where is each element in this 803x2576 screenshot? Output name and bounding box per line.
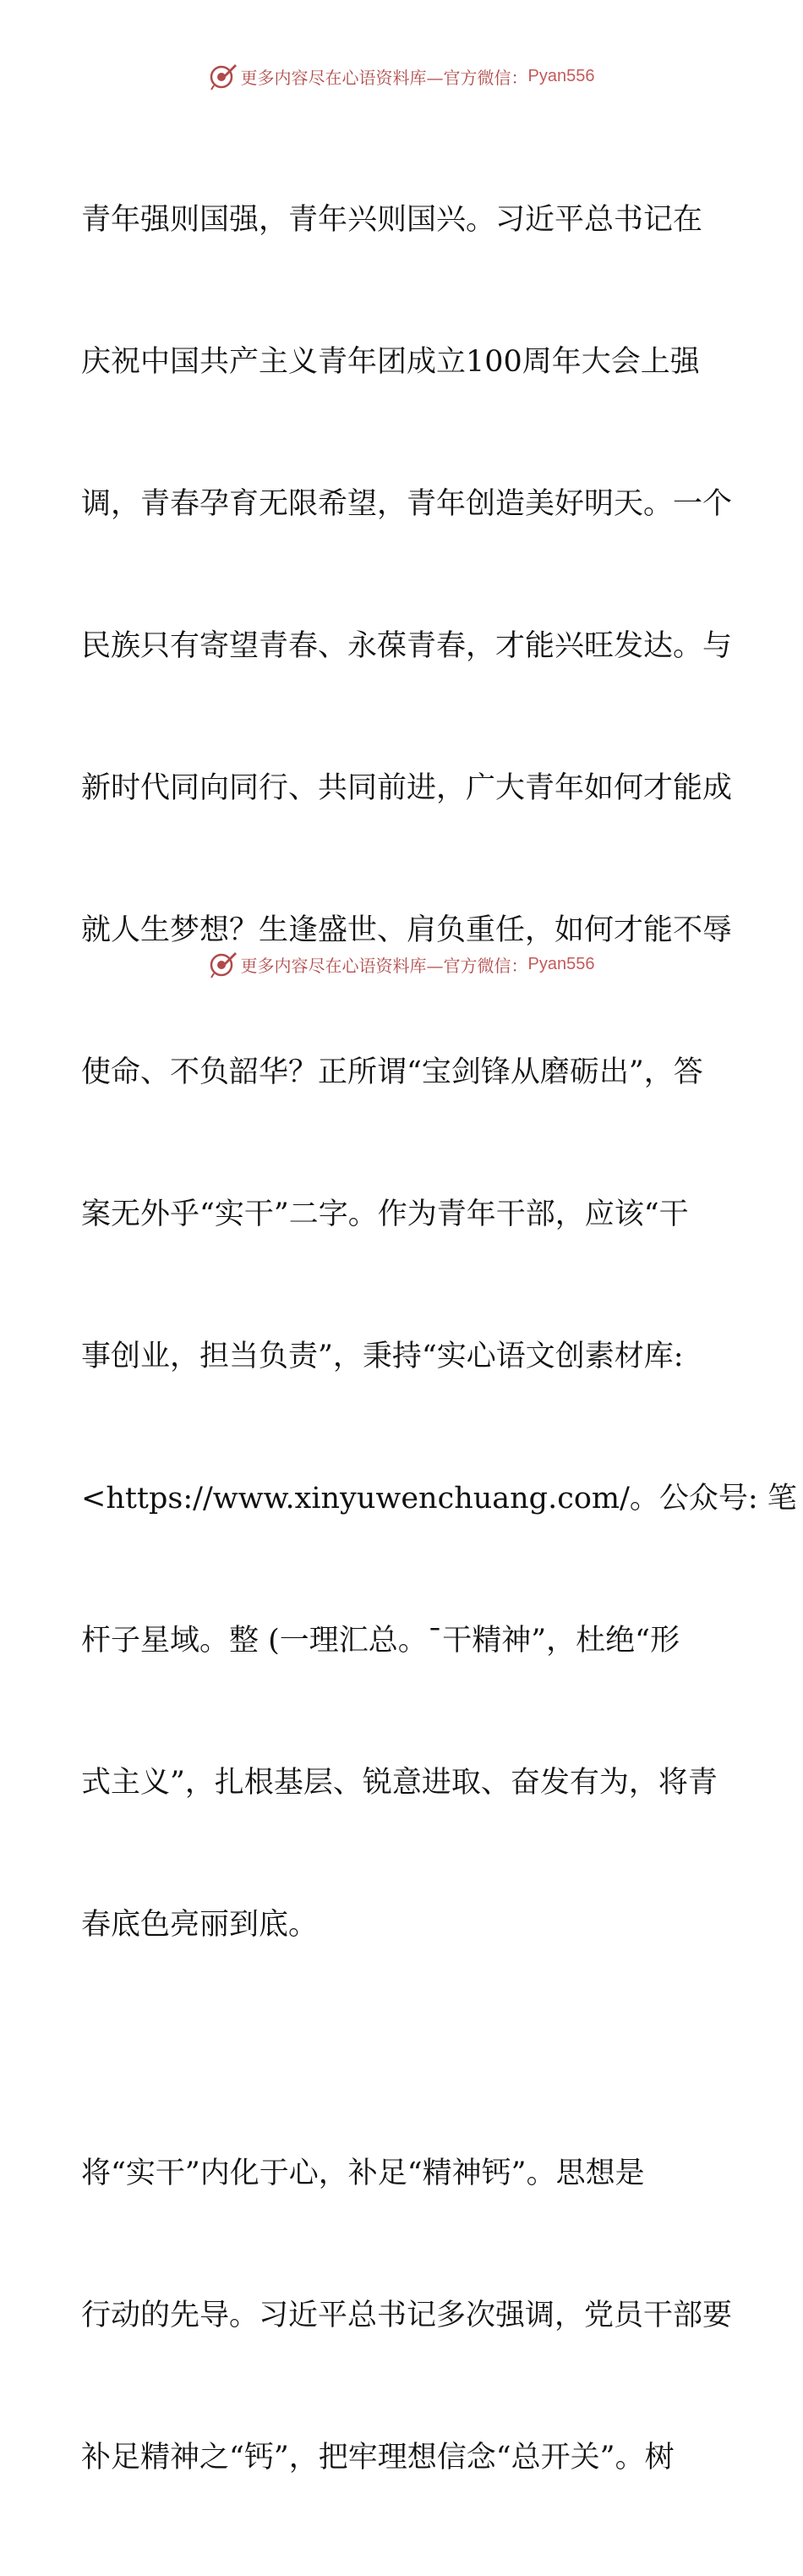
text-line: 春底色亮丽到底。 bbox=[81, 1908, 319, 1942]
pen-logo-icon bbox=[209, 62, 238, 90]
text-line: 案无外乎“实干”二字。作为青年干部，应该“干 bbox=[81, 1198, 689, 1231]
text-line: 新时代同向同行、共同前进，广大青年如何才能成 bbox=[81, 771, 733, 805]
watermark-text: 更多内容尽在心语资料库—官方微信： bbox=[240, 67, 528, 88]
text-line: 调，青春孕育无限希望，青年创造美好明天。一个 bbox=[81, 487, 733, 521]
watermark-handle: Pyan556 bbox=[527, 66, 595, 85]
text-line: 式主义”，扎根基层、锐意进取、奋发有为，将青 bbox=[81, 1766, 718, 1800]
paragraph-1 bbox=[81, 101, 797, 2043]
text-line: <https://www.xinyuwenchuang.com/。公众号: 笔 bbox=[81, 1482, 797, 1515]
watermark-text: 更多内容尽在心语资料库—官方微信： bbox=[240, 955, 528, 976]
text-line: 青年强则国强，青年兴则国兴。习近平总书记在 bbox=[81, 203, 703, 237]
text-line: 使命、不负韶华？正所谓“宝剑锋从磨砺出”，答 bbox=[81, 1055, 703, 1089]
text-line: 杆子星域。整 (一理汇总。¯干精神”，杜绝“形 bbox=[81, 1624, 680, 1658]
text-line: 补足精神之“钙”，把牢理想信念“总开关”。树 bbox=[81, 2441, 675, 2475]
document-body bbox=[81, 101, 797, 2576]
text-line: 事创业，担当负责”，秉持“实心语文创素材库: bbox=[81, 1340, 684, 1373]
watermark-header bbox=[0, 59, 803, 93]
text-line: 行动的先导。习近平总书记多次强调，党员干部要 bbox=[81, 2299, 733, 2332]
text-line: 就人生梦想？生逢盛世、肩负重任，如何才能不辱 bbox=[81, 913, 733, 947]
watermark-handle: Pyan556 bbox=[527, 954, 595, 973]
text-line: 民族只有寄望青春、永葆青春，才能兴旺发达。与 bbox=[81, 629, 733, 663]
text-line: 庆祝中国共产主义青年团成立100周年大会上强 bbox=[81, 345, 700, 379]
watermark-footer bbox=[0, 947, 803, 981]
paragraph-2 bbox=[81, 2055, 733, 2576]
text-line: 将“实干”内化于心，补足“精神钙”。思想是 bbox=[81, 2157, 645, 2190]
pen-logo-icon bbox=[209, 950, 238, 978]
